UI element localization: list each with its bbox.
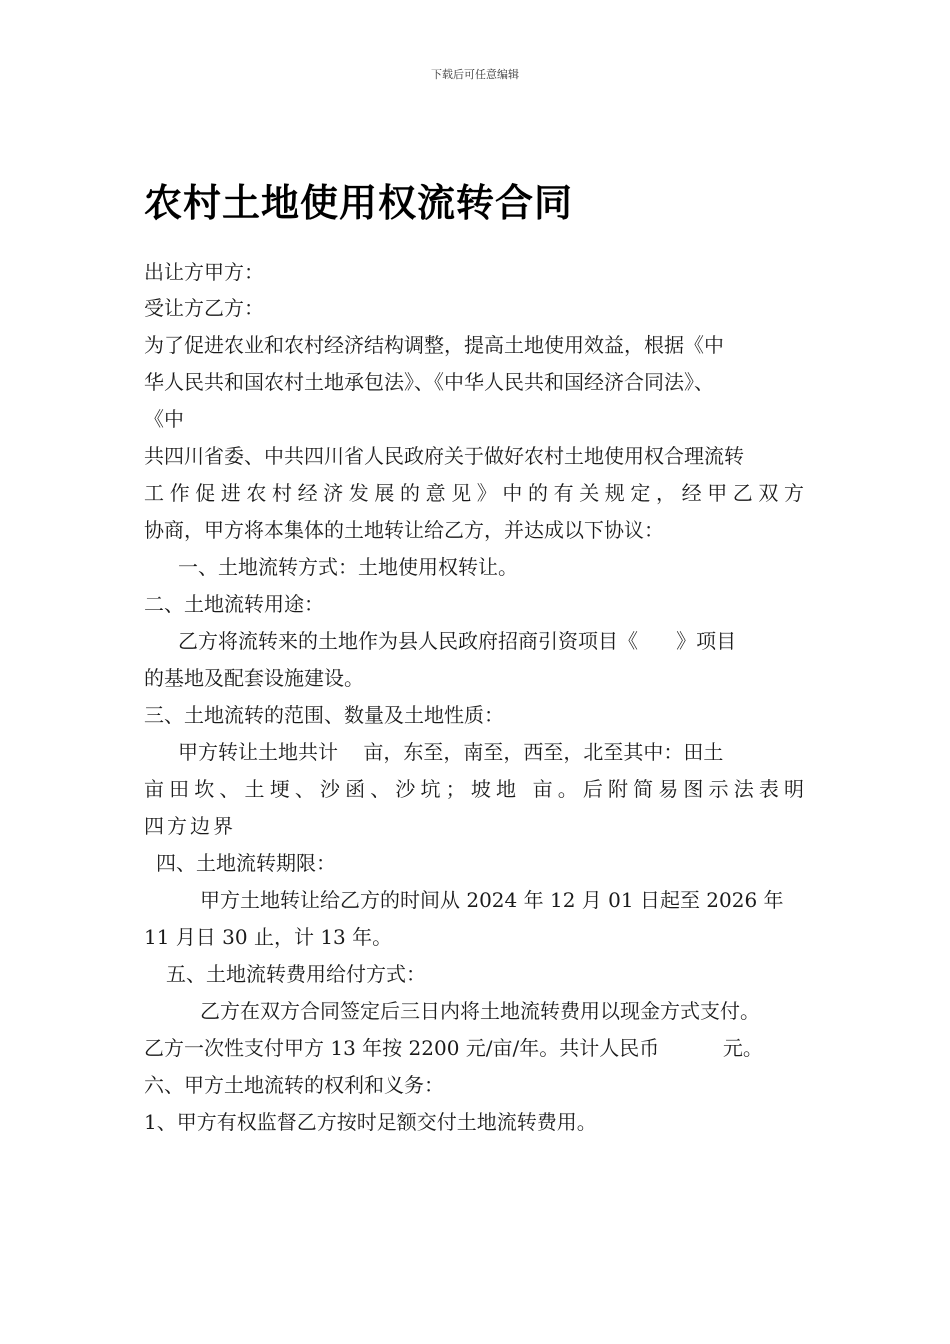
preamble-line-6: 协商，甲方将本集体的土地转让给乙方，并达成以下协议：	[144, 518, 664, 542]
section-5-text-2: 乙方一次性支付甲方 13 年按 2200 元/亩/年。共计人民币 元。	[144, 1036, 763, 1060]
preamble-line-3: 《中	[144, 407, 184, 431]
section-2-heading: 二、土地流转用途：	[144, 592, 324, 616]
preamble-line-2: 华人民共和国农村土地承包法》、《中华人民共和国经济合同法》、	[144, 370, 714, 394]
section-5-text-1: 乙方在双方合同签定后三日内将土地流转费用以现金方式支付。	[200, 999, 760, 1023]
section-4-heading: 四、土地流转期限：	[156, 851, 336, 875]
section-1-heading: 一、土地流转方式：土地使用权转让。	[178, 555, 518, 579]
party-a-line: 出让方甲方：	[144, 260, 264, 284]
section-4-text-1: 甲方土地转让给乙方的时间从 2024 年 12 月 01 日起至 2026 年	[200, 888, 784, 912]
party-b-line: 受让方乙方：	[144, 296, 264, 320]
section-5-heading: 五、土地流转费用给付方式：	[166, 962, 426, 986]
section-3-text-2: 亩田坎、土埂、沙函、沙坑；坡地 亩。后附简易图示法表明	[144, 777, 804, 801]
section-3-text-3: 四方边界	[144, 814, 236, 838]
section-3-text-1: 甲方转让土地共计 亩，东至，南至，西至，北至其中：田土	[178, 740, 724, 764]
section-6-heading: 六、甲方土地流转的权利和义务：	[144, 1073, 444, 1097]
section-6-item-1: 1、甲方有权监督乙方按时足额交付土地流转费用。	[144, 1110, 597, 1134]
preamble-line-1: 为了促进农业和农村经济结构调整，提高土地使用效益，根据《中	[144, 333, 724, 357]
preamble-line-4: 共四川省委、中共四川省人民政府关于做好农村土地使用权合理流转	[144, 444, 744, 468]
section-3-heading: 三、土地流转的范围、数量及土地性质：	[144, 703, 504, 727]
header-note: 下载后可任意编辑	[431, 68, 519, 81]
section-2-text-1: 乙方将流转来的土地作为县人民政府招商引资项目《 》项目	[178, 629, 737, 653]
document-title: 农村土地使用权流转合同	[144, 181, 574, 225]
section-4-text-2: 11 月日 30 止，计 13 年。	[144, 925, 393, 949]
section-2-text-2: 的基地及配套设施建设。	[144, 666, 364, 690]
preamble-line-5: 工作促进农村经济发展的意见》中的有关规定，经甲乙双方	[144, 481, 804, 505]
